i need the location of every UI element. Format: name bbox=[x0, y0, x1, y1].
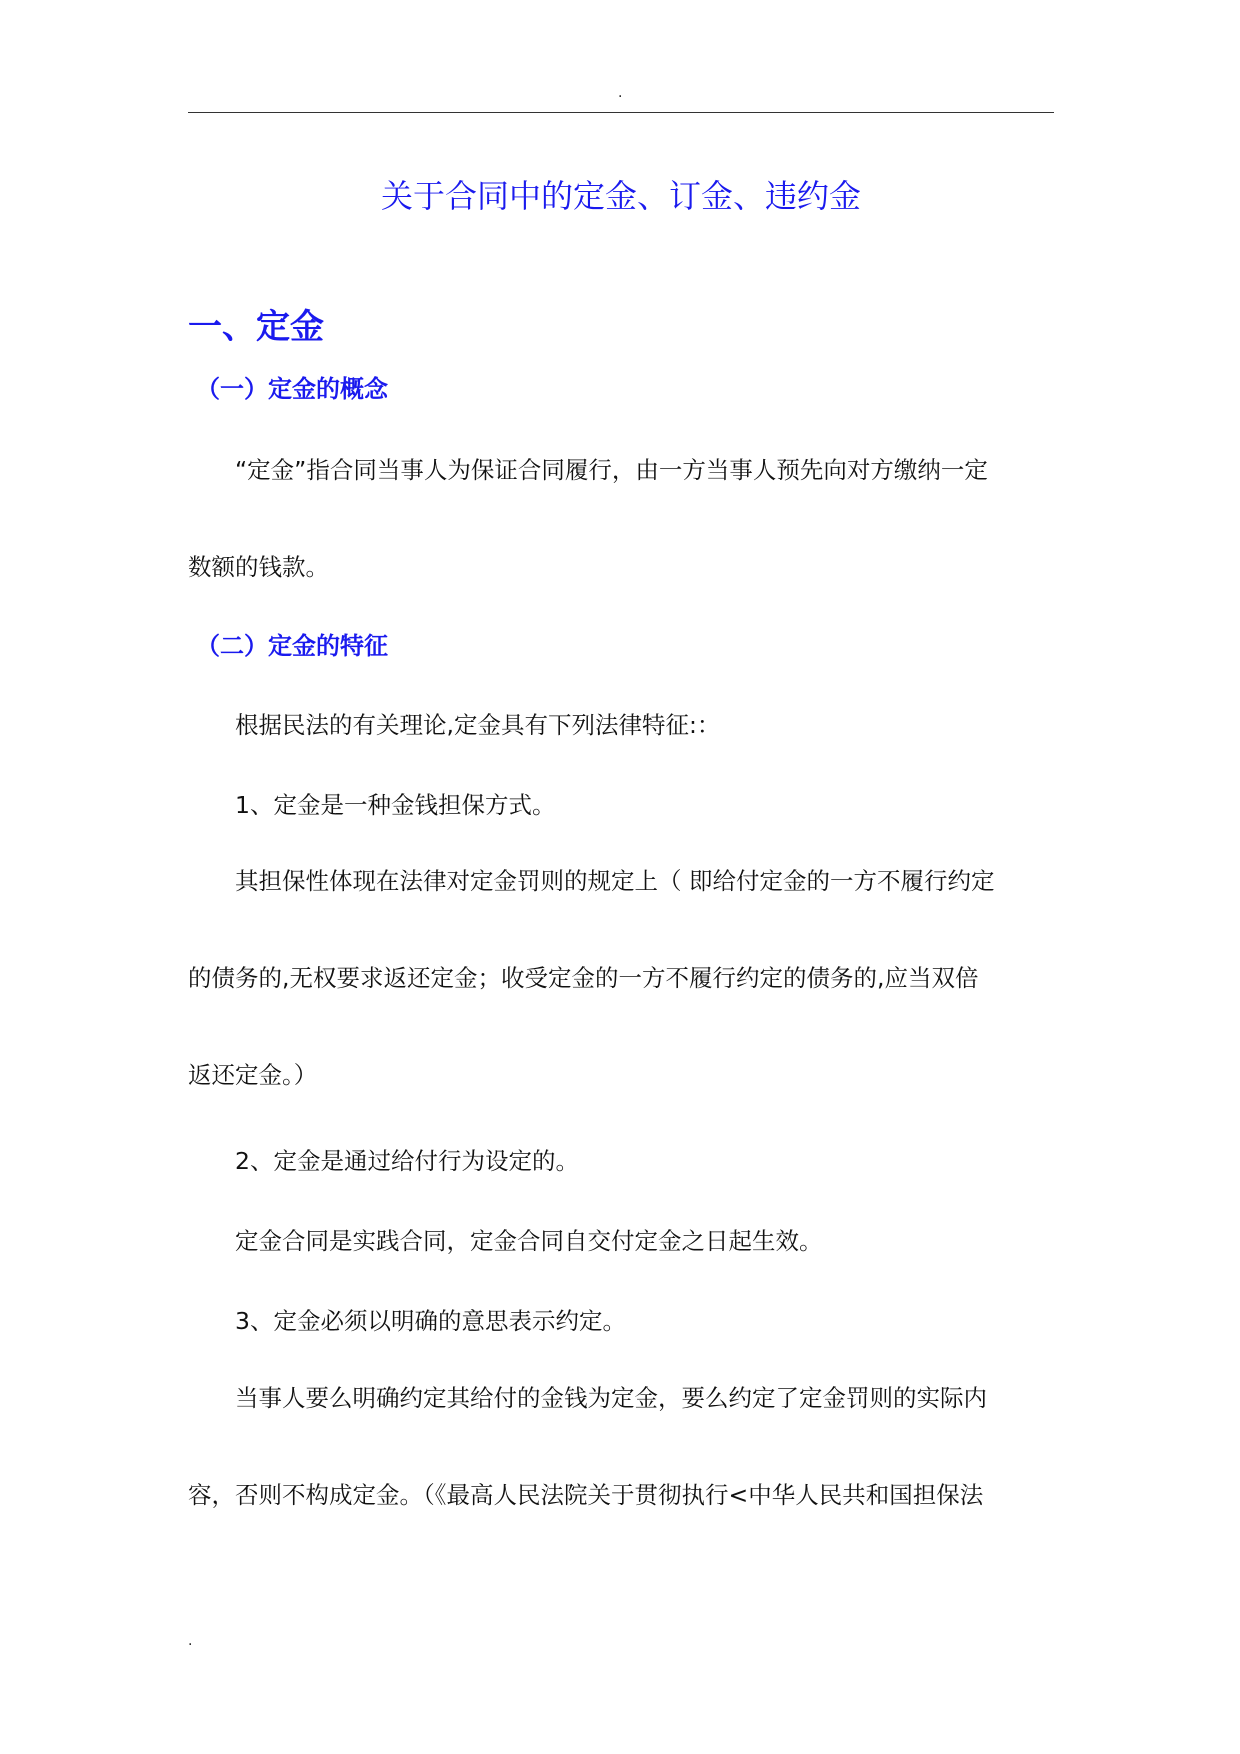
paragraph-line: 数额的钱款。 bbox=[188, 553, 329, 581]
document-title: 关于合同中的定金、订金、违约金 bbox=[380, 177, 861, 215]
feature-item-1-detail bbox=[188, 833, 1054, 1124]
section-heading-deposit: 一、定金 bbox=[188, 307, 324, 347]
paragraph-features-intro: 根据民法的有关理论,定金具有下列法律特征:： bbox=[235, 711, 721, 739]
feature-item-2-detail: 定金合同是实践合同，定金合同自交付定金之日起生效。 bbox=[235, 1227, 823, 1255]
paragraph-line: 返还定金。） bbox=[188, 1061, 318, 1089]
header-rule bbox=[188, 112, 1054, 113]
paragraph-line: 的债务的,无权要求返还定金；收受定金的一方不履行约定的债务的,应当双倍 bbox=[188, 964, 979, 992]
feature-item-2: 2、定金是通过给付行为设定的。 bbox=[235, 1147, 579, 1175]
paragraph-line: 当事人要么明确约定其给付的金钱为定金，要么约定了定金罚则的实际内 bbox=[235, 1384, 987, 1412]
subsection-heading-concept: （一）定金的概念 bbox=[196, 375, 388, 403]
header-mark: . bbox=[618, 85, 623, 101]
feature-item-3: 3、定金必须以明确的意思表示约定。 bbox=[235, 1307, 626, 1335]
paragraph-line: “定金”指合同当事人为保证合同履行，由一方当事人预先向对方缴纳一定 bbox=[235, 456, 988, 484]
paragraph-concept bbox=[188, 422, 1054, 616]
paragraph-line: 容，否则不构成定金。（《最高人民法院关于贯彻执行<中华人民共和国担保法 bbox=[188, 1481, 984, 1509]
feature-item-3-detail bbox=[188, 1350, 1054, 1544]
footer-mark: . bbox=[188, 1633, 193, 1649]
feature-item-1: 1、定金是一种金钱担保方式。 bbox=[235, 791, 556, 819]
subsection-heading-features: （二）定金的特征 bbox=[196, 632, 388, 660]
paragraph-line: 其担保性体现在法律对定金罚则的规定上（ 即给付定金的一方不履行约定 bbox=[235, 867, 995, 895]
